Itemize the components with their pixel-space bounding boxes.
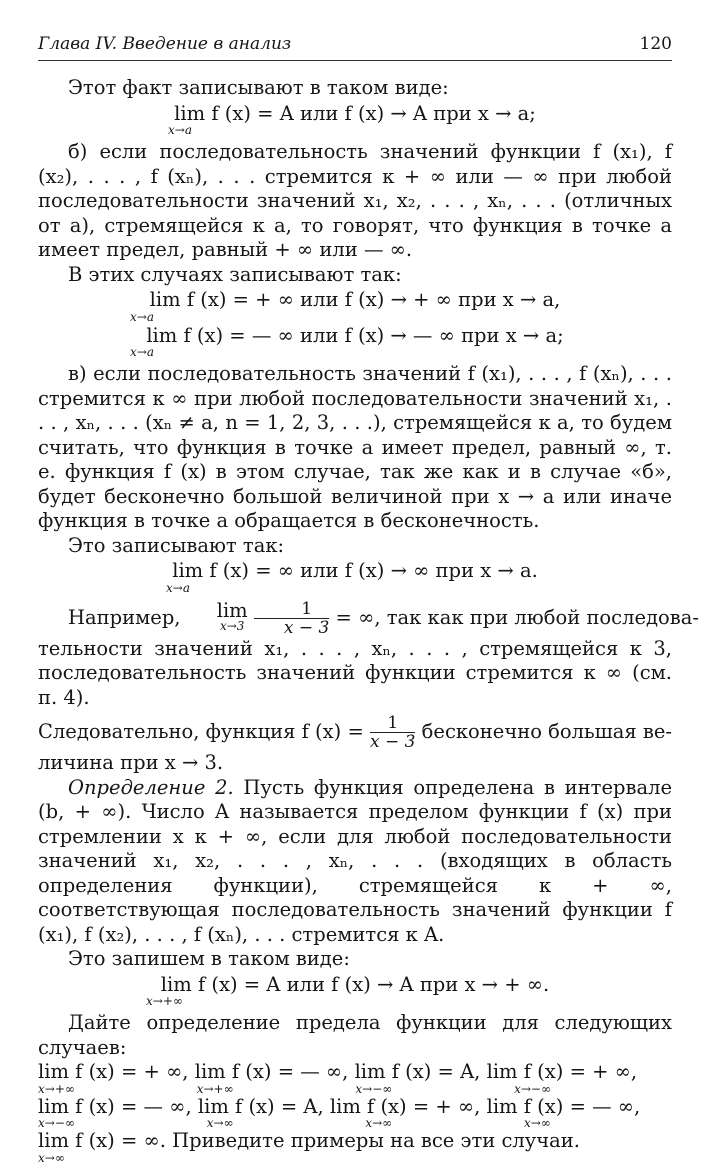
paragraph-8 [38,776,672,948]
paragraph-7 [38,714,672,751]
exercise-row-2 [38,1095,672,1130]
paragraph-5: Это записывают так: [68,533,285,557]
conclusion-fraction-denominator: x − 3 [370,732,416,752]
exercise-row-1-subscripts: x→+∞ x→+∞ x→−∞ x→−∞ [38,1081,551,1096]
formula-4-text: lim f (x) = ∞ или f (x) → ∞ при x → a. [172,559,538,582]
paragraph-9: Это запишем в таком виде: [68,947,350,970]
page-body [38,76,699,1165]
formula-5-subscript: x→+∞ [146,994,183,1008]
formula-3 [38,324,672,359]
exercise-row-1-text: lim f (x) = + ∞, lim f (x) = — ∞, lim f (x) = A, lim f (x) = + ∞, [38,1060,638,1083]
formula-5 [38,973,672,1008]
example-fraction-denominator: x − 3 [283,617,330,638]
chapter-title: Глава IV. Введение в анализ [38,34,292,54]
definition-text: Пусть функция определена в интервале (b, + ∞). Число A называется пределом функции f (x) при стремлении x к + ∞, если для любой последовательности значений x₁, x₂, . . . , xₙ, . . . (входящих в область определения функции), стремящейся к + ∞, соответствующая последовательность значений функции f (x₁), f (x₂), . . . , f (xₙ), . . . стремится к A. [38,775,672,946]
exercise-row-1 [38,1060,672,1095]
exercise-row-2-subscripts: x→−∞ x→∞ x→∞ x→∞ [38,1116,551,1130]
formula-3-subscript: x→a [130,345,154,359]
example-continuation: = ∞, так как при любой последова- [335,605,699,629]
conclusion-end: бесконечно большая ве- [421,720,673,743]
formula-2-text: lim f (x) = + ∞ или f (x) → + ∞ при x → a, [149,288,561,311]
formula-2 [38,288,672,323]
paragraph-10: Дайте определение предела функции для следующих случаев: [38,1011,672,1059]
exercise-row-3-text: lim f (x) = ∞. Приведите примеры на все эти случаи. [38,1129,580,1152]
formula-4 [38,559,672,594]
example-fraction-numerator: 1 [254,600,329,619]
formula-1 [38,102,672,137]
example-intro: Например, [68,605,181,629]
exercise-row-3-subscript: x→∞ [38,1150,65,1165]
formula-3-text: lim f (x) = — ∞ или f (x) → — ∞ при x → a; [146,323,564,347]
formula-4-subscript: x→a [166,580,190,595]
example-lim-subscript: x→3 [219,618,245,633]
exercise-row-3 [38,1129,672,1164]
formula-1-text: lim f (x) = A или f (x) → A при x → a; [174,101,536,125]
definition-label: Определение 2. [68,775,234,799]
conclusion-start: Следовательно, функция f (x) = [38,720,364,743]
formula-1-subscript: x→a [168,123,192,137]
running-header [38,34,672,61]
conclusion-fraction [370,714,415,751]
paragraph-2: б) если последовательность значений функции f (x₁), f (x₂), . . . , f (xₙ), . . . стремится к + ∞ или — ∞ при любой последовательности значений x₁, x₂, . . . , xₙ, . . . (отличных от a), стремящейся к a, то говорят, что функция в точке a имеет предел, равный + ∞ или — ∞. [38,140,672,261]
example-limit [187,600,248,632]
example-lim-word: lim [216,598,248,622]
exercise-row-2-text: lim f (x) = — ∞, lim f (x) = A, lim f (x) = + ∞, lim f (x) = — ∞, [38,1094,641,1118]
paragraph-6 [38,598,699,638]
formula-5-text: lim f (x) = A или f (x) → A при x → + ∞. [160,972,550,996]
conclusion-fraction-numerator: 1 [370,714,415,733]
example-fraction [254,600,329,637]
paragraph-1: Этот факт записывают в таком виде: [68,76,449,99]
paragraph-7-rest: личина при x → 3. [38,751,224,774]
paragraph-6-rest: тельности значений x₁, . . . , xₙ, . . . , стремящейся к 3, последовательность значений функции стремится к ∞ (см. п. 4). [38,636,672,709]
page-number: 120 [639,34,672,54]
paragraph-3: В этих случаях записывают так: [68,262,402,286]
paragraph-4: в) если последовательность значений f (x₁), . . . , f (xₙ), . . . стремится к ∞ при любой последовательности значений x₁, . . . , xₙ, . . . (xₙ ≠ a, n = 1, 2, 3, . . .), стремящейся к a, то будем считать, что функция в точке a имеет предел, равный ∞, т. е. функция f (x) в этом случае, так же как и в случае «б», будет бесконечно большой величиной при x → a или иначе функция в точке a обращается в бесконечность. [38,362,672,532]
formula-2-subscript: x→a [130,309,154,324]
